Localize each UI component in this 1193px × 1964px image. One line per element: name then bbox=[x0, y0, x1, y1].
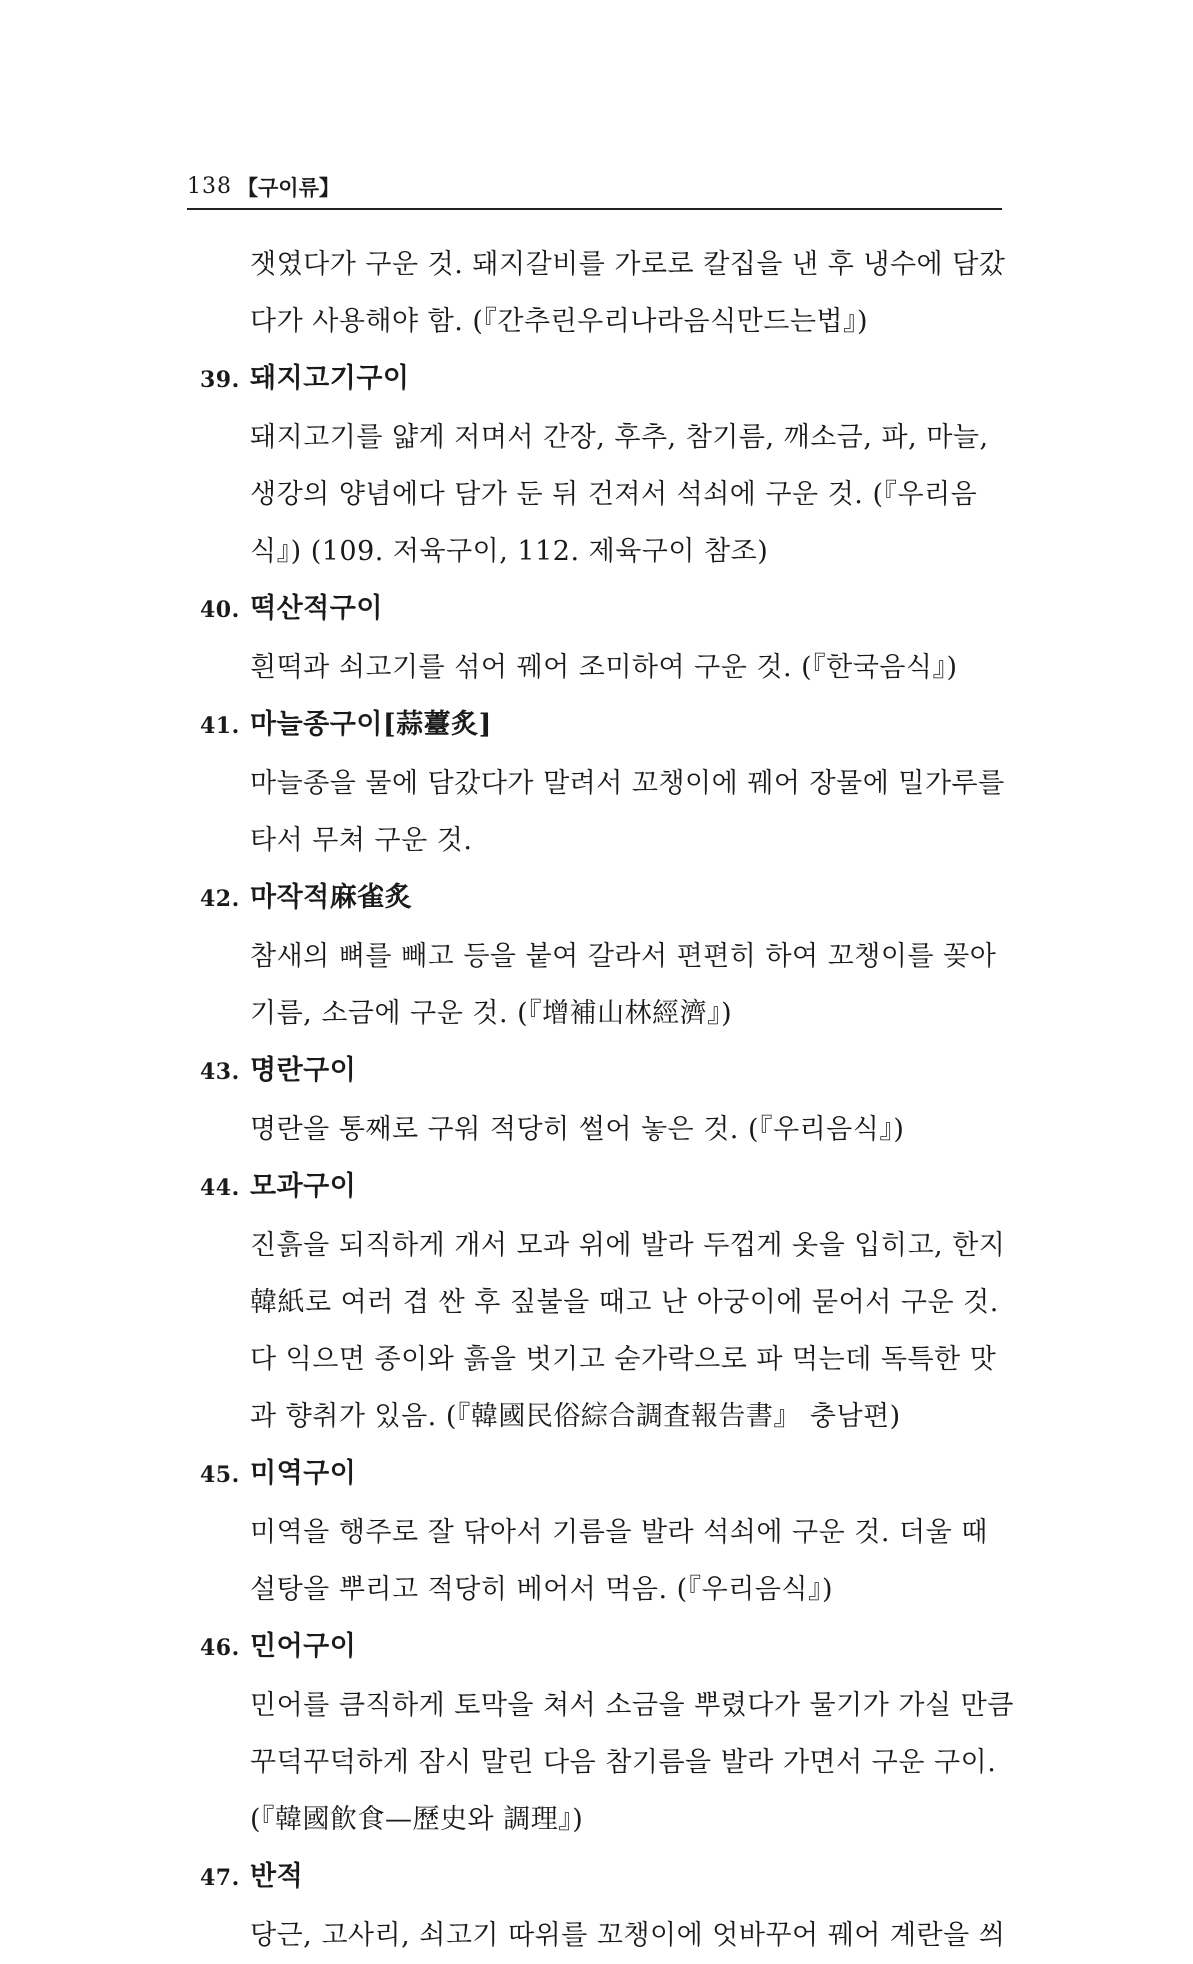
entry-title: 마늘종구이[蒜薹炙] bbox=[250, 709, 492, 740]
entry-title: 돼지고기구이 bbox=[250, 363, 410, 394]
entry bbox=[200, 1848, 1015, 1964]
entry-number: 41. bbox=[200, 713, 240, 739]
entry-title: 명란구이 bbox=[250, 1055, 357, 1086]
entry-text: 미역을 행주로 잘 닦아서 기름을 발라 석쇠에 구운 것. 더울 때 설탕을 뿌리고 적당히 베어서 먹음. (『우리음식』) bbox=[250, 1517, 988, 1605]
entry-text: 흰떡과 쇠고기를 섞어 꿰어 조미하여 구운 것. (『한국음식』) bbox=[250, 652, 958, 683]
entry-number: 44. bbox=[200, 1175, 240, 1201]
entry-title: 떡산적구이 bbox=[250, 593, 383, 624]
entry-number: 42. bbox=[200, 886, 240, 912]
entry-heading bbox=[200, 1158, 1015, 1217]
entry-text: 당근, 고사리, 쇠고기 따위를 꼬챙이에 엇바꾸어 꿰어 계란을 씌 bbox=[250, 1920, 1006, 1951]
entry-title: 모과구이 bbox=[250, 1171, 357, 1202]
entry bbox=[200, 1618, 1015, 1848]
entry-heading bbox=[200, 1618, 1015, 1677]
entry bbox=[200, 1158, 1015, 1445]
entry-title: 반적 bbox=[250, 1861, 304, 1892]
entry bbox=[200, 1042, 1015, 1158]
entry bbox=[200, 350, 1015, 580]
entry-heading bbox=[200, 580, 1015, 639]
entry-title: 민어구이 bbox=[250, 1631, 357, 1662]
entry-number: 40. bbox=[200, 597, 240, 623]
entry-heading bbox=[200, 1848, 1015, 1907]
entry bbox=[200, 696, 1015, 869]
entry-title: 미역구이 bbox=[250, 1458, 357, 1489]
entry-text: 참새의 뼈를 빼고 등을 붙여 갈라서 편편히 하여 꼬챙이를 꽂아 기름, 소금에 구운 것. (『增補山林經濟』) bbox=[250, 941, 997, 1029]
entry-text: 민어를 큼직하게 토막을 쳐서 소금을 뿌렸다가 물기가 가실 만큼 꾸덕꾸덕하게 잠시 말린 다음 참기름을 발라 가면서 구운 구이. (『韓國飮食—歷史와 調理』) bbox=[250, 1690, 1014, 1835]
entry-number: 47. bbox=[200, 1865, 240, 1891]
entry-number: 46. bbox=[200, 1635, 240, 1661]
intro-paragraph: 잿였다가 구운 것. 돼지갈비를 가로로 칼집을 낸 후 냉수에 담갔 다가 사용해야 함. (『간추린우리나라음식만드는법』) bbox=[250, 249, 1006, 337]
entry-text: 돼지고기를 얇게 저며서 간장, 후추, 참기름, 깨소금, 파, 마늘, 생강의 양념에다 담가 둔 뒤 건져서 석쇠에 구운 것. (『우리음 식』) (109. 저육구이, 112. 제육구이 참조) bbox=[250, 422, 989, 567]
entry-heading bbox=[200, 1445, 1015, 1504]
entry-number: 45. bbox=[200, 1462, 240, 1488]
entry-heading bbox=[200, 1042, 1015, 1101]
entry-number: 39. bbox=[200, 367, 240, 393]
entry-heading bbox=[200, 350, 1015, 409]
entry bbox=[200, 1445, 1015, 1618]
entry-text: 마늘종을 물에 담갔다가 말려서 꼬챙이에 꿰어 장물에 밀가루를 타서 무쳐 구운 것. bbox=[250, 768, 1005, 856]
entry-heading bbox=[200, 869, 1015, 928]
entry-number: 43. bbox=[200, 1059, 240, 1085]
entry-text: 명란을 통째로 구워 적당히 썰어 놓은 것. (『우리음식』) bbox=[250, 1114, 905, 1145]
entry-heading bbox=[200, 696, 1015, 755]
entry-text: 진흙을 되직하게 개서 모과 위에 발라 두껍게 옷을 입히고, 한지 韓紙로 여러 겹 싼 후 짚불을 때고 난 아궁이에 묻어서 구운 것. 다 익으면 종이와 흙을 벗기고 숟가락으로 파 먹는데 독특한 맛 과 향취가 있음. (『韓國民俗綜合調査報告書』 충남편) bbox=[250, 1230, 1006, 1432]
page-header bbox=[187, 168, 1002, 210]
entry-title: 마작적麻雀炙 bbox=[250, 882, 413, 913]
entry bbox=[200, 869, 1015, 1042]
page-body bbox=[200, 236, 1015, 1964]
running-head: 【구이류】 bbox=[237, 176, 340, 200]
page-number: 138 bbox=[187, 174, 232, 199]
entry bbox=[200, 580, 1015, 696]
